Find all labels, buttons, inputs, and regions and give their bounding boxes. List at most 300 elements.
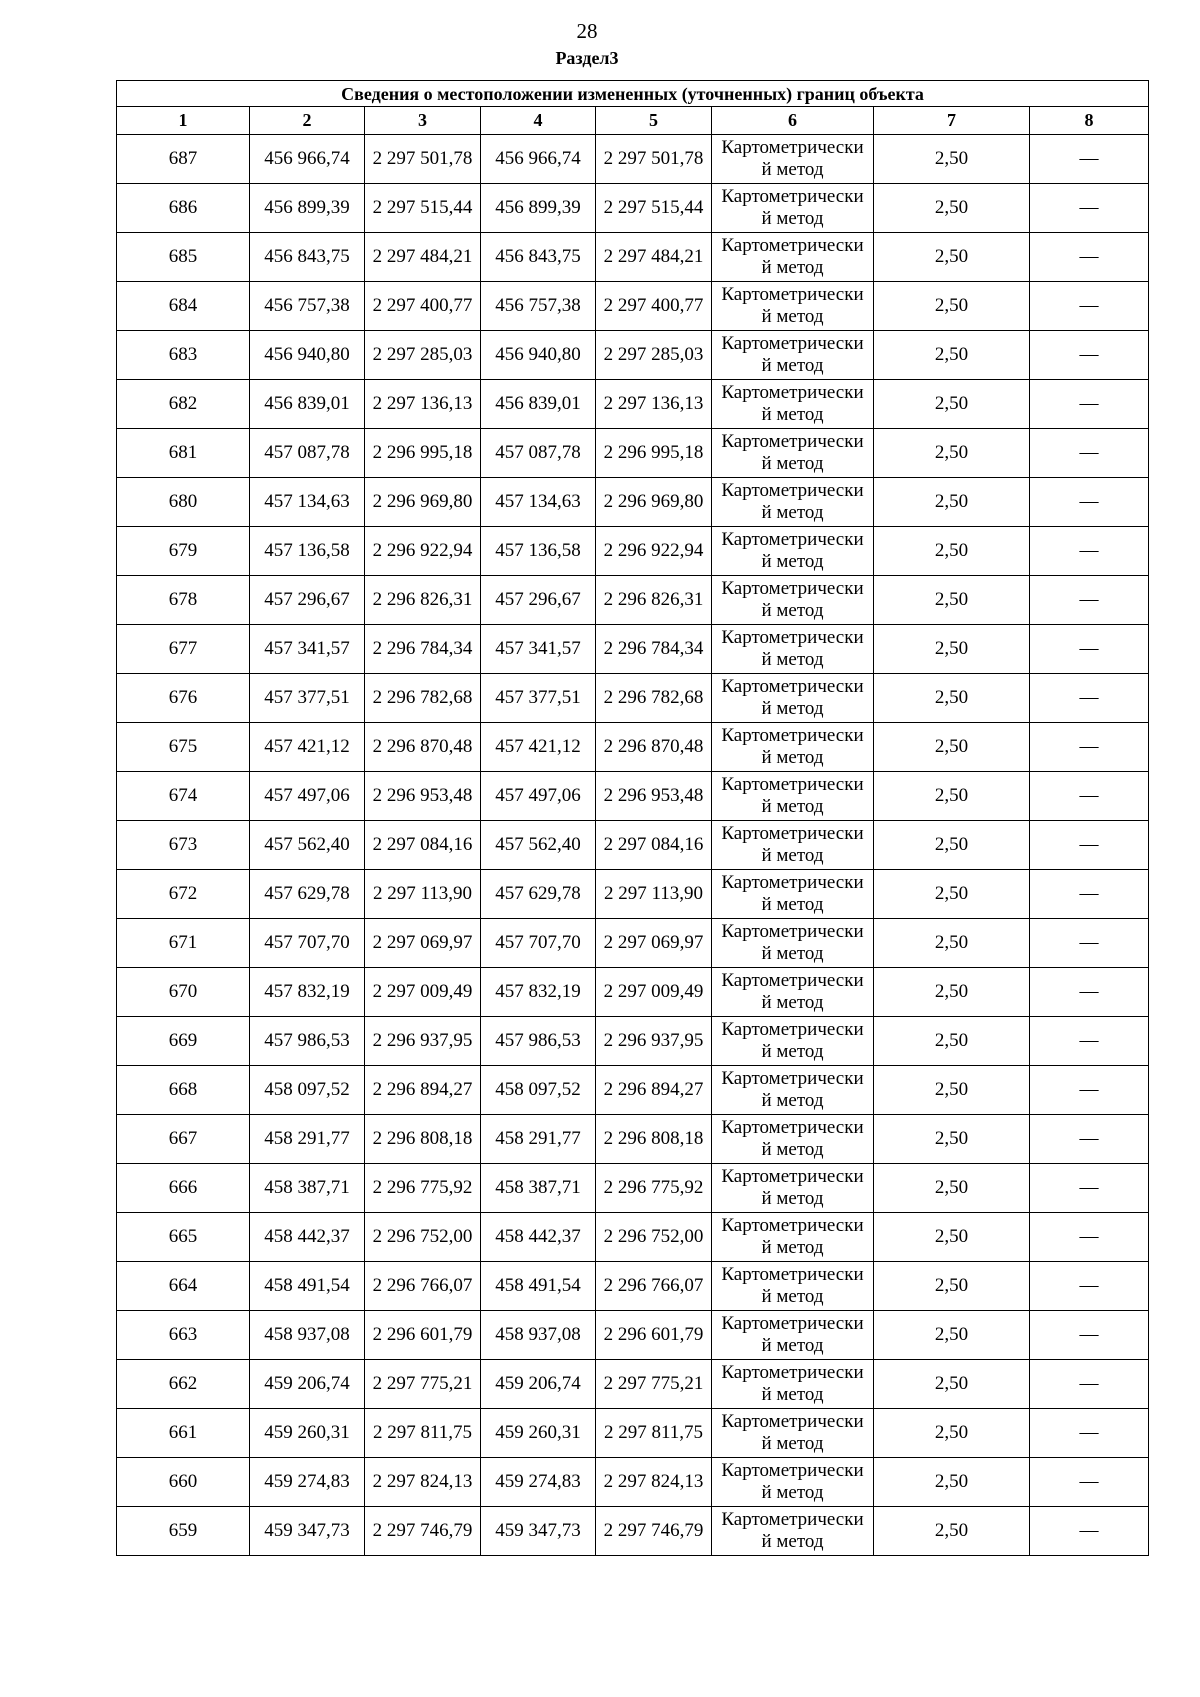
y-coordinate-cell: 2 297 501,78 <box>365 135 481 184</box>
y-coordinate-cell: 2 296 784,34 <box>596 625 712 674</box>
note-cell: — <box>1030 1115 1149 1164</box>
x-coordinate-cell: 457 341,57 <box>481 625 596 674</box>
method-cell <box>712 1115 874 1164</box>
method-cell <box>712 135 874 184</box>
point-number-cell: 660 <box>117 1458 250 1507</box>
method-cell <box>712 772 874 821</box>
accuracy-cell: 2,50 <box>874 429 1030 478</box>
point-number-cell: 671 <box>117 919 250 968</box>
table-row <box>117 135 1149 184</box>
table-row <box>117 1311 1149 1360</box>
x-coordinate-cell: 457 136,58 <box>481 527 596 576</box>
method-text: й метод <box>761 453 824 474</box>
coordinates-table <box>116 80 1149 1556</box>
note-cell: — <box>1030 429 1149 478</box>
table-row <box>117 723 1149 772</box>
accuracy-cell: 2,50 <box>874 1017 1030 1066</box>
y-coordinate-cell: 2 297 775,21 <box>596 1360 712 1409</box>
accuracy-cell: 2,50 <box>874 625 1030 674</box>
accuracy-cell: 2,50 <box>874 1164 1030 1213</box>
table-row <box>117 1066 1149 1115</box>
point-number-cell: 677 <box>117 625 250 674</box>
accuracy-cell: 2,50 <box>874 282 1030 331</box>
column-number: 2 <box>250 107 365 135</box>
x-coordinate-cell: 457 421,12 <box>481 723 596 772</box>
accuracy-cell: 2,50 <box>874 821 1030 870</box>
note-cell: — <box>1030 1213 1149 1262</box>
y-coordinate-cell: 2 297 811,75 <box>365 1409 481 1458</box>
method-text: й метод <box>761 1335 824 1356</box>
x-coordinate-cell: 458 097,52 <box>250 1066 365 1115</box>
point-number-cell: 673 <box>117 821 250 870</box>
accuracy-cell: 2,50 <box>874 135 1030 184</box>
x-coordinate-cell: 458 387,71 <box>481 1164 596 1213</box>
method-cell <box>712 184 874 233</box>
x-coordinate-cell: 457 421,12 <box>250 723 365 772</box>
method-cell <box>712 1066 874 1115</box>
y-coordinate-cell: 2 296 808,18 <box>365 1115 481 1164</box>
method-text: й метод <box>761 698 824 719</box>
y-coordinate-cell: 2 297 285,03 <box>596 331 712 380</box>
method-text: Картометрически <box>721 480 864 501</box>
y-coordinate-cell: 2 296 752,00 <box>365 1213 481 1262</box>
accuracy-cell: 2,50 <box>874 1115 1030 1164</box>
column-number: 7 <box>874 107 1030 135</box>
column-number: 4 <box>481 107 596 135</box>
note-cell: — <box>1030 1066 1149 1115</box>
x-coordinate-cell: 459 347,73 <box>250 1507 365 1556</box>
method-text: Картометрически <box>721 627 864 648</box>
method-text: й метод <box>761 747 824 768</box>
note-cell: — <box>1030 478 1149 527</box>
x-coordinate-cell: 456 940,80 <box>250 331 365 380</box>
accuracy-cell: 2,50 <box>874 576 1030 625</box>
y-coordinate-cell: 2 296 937,95 <box>596 1017 712 1066</box>
x-coordinate-cell: 457 497,06 <box>481 772 596 821</box>
x-coordinate-cell: 457 087,78 <box>481 429 596 478</box>
method-text: й метод <box>761 845 824 866</box>
method-cell <box>712 380 874 429</box>
method-text: Картометрически <box>721 235 864 256</box>
accuracy-cell: 2,50 <box>874 1360 1030 1409</box>
method-text: Картометрически <box>721 970 864 991</box>
table-row <box>117 968 1149 1017</box>
x-coordinate-cell: 457 707,70 <box>481 919 596 968</box>
page-number: 28 <box>576 19 598 43</box>
y-coordinate-cell: 2 296 953,48 <box>596 772 712 821</box>
table-row <box>117 331 1149 380</box>
method-text: Картометрически <box>721 1411 864 1432</box>
point-number-cell: 670 <box>117 968 250 1017</box>
x-coordinate-cell: 459 274,83 <box>250 1458 365 1507</box>
method-text: й метод <box>761 1090 824 1111</box>
point-number-cell: 684 <box>117 282 250 331</box>
y-coordinate-cell: 2 297 824,13 <box>365 1458 481 1507</box>
x-coordinate-cell: 459 347,73 <box>481 1507 596 1556</box>
point-number-cell: 667 <box>117 1115 250 1164</box>
column-number: 6 <box>712 107 874 135</box>
y-coordinate-cell: 2 297 136,13 <box>365 380 481 429</box>
method-text: Картометрически <box>721 872 864 893</box>
method-text: Картометрически <box>721 725 864 746</box>
method-text: Картометрически <box>721 1117 864 1138</box>
method-cell <box>712 1262 874 1311</box>
x-coordinate-cell: 459 274,83 <box>481 1458 596 1507</box>
accuracy-cell: 2,50 <box>874 1311 1030 1360</box>
y-coordinate-cell: 2 297 069,97 <box>365 919 481 968</box>
point-number-cell: 681 <box>117 429 250 478</box>
point-number-cell: 682 <box>117 380 250 429</box>
x-coordinate-cell: 457 377,51 <box>481 674 596 723</box>
y-coordinate-cell: 2 297 824,13 <box>596 1458 712 1507</box>
accuracy-cell: 2,50 <box>874 723 1030 772</box>
x-coordinate-cell: 459 206,74 <box>250 1360 365 1409</box>
y-coordinate-cell: 2 297 400,77 <box>365 282 481 331</box>
note-cell: — <box>1030 1017 1149 1066</box>
y-coordinate-cell: 2 297 811,75 <box>596 1409 712 1458</box>
note-cell: — <box>1030 1507 1149 1556</box>
x-coordinate-cell: 456 966,74 <box>481 135 596 184</box>
note-cell: — <box>1030 282 1149 331</box>
accuracy-cell: 2,50 <box>874 1262 1030 1311</box>
y-coordinate-cell: 2 297 009,49 <box>365 968 481 1017</box>
method-cell <box>712 233 874 282</box>
note-cell: — <box>1030 1262 1149 1311</box>
point-number-cell: 683 <box>117 331 250 380</box>
method-text: Картометрически <box>721 1166 864 1187</box>
x-coordinate-cell: 457 832,19 <box>481 968 596 1017</box>
table-row <box>117 870 1149 919</box>
y-coordinate-cell: 2 297 484,21 <box>596 233 712 282</box>
x-coordinate-cell: 457 296,67 <box>250 576 365 625</box>
method-text: й метод <box>761 1237 824 1258</box>
method-cell <box>712 674 874 723</box>
x-coordinate-cell: 458 442,37 <box>250 1213 365 1262</box>
y-coordinate-cell: 2 296 995,18 <box>596 429 712 478</box>
accuracy-cell: 2,50 <box>874 1213 1030 1262</box>
point-number-cell: 659 <box>117 1507 250 1556</box>
method-text: Картометрически <box>721 676 864 697</box>
point-number-cell: 664 <box>117 1262 250 1311</box>
method-cell <box>712 282 874 331</box>
y-coordinate-cell: 2 297 746,79 <box>596 1507 712 1556</box>
method-text: й метод <box>761 306 824 327</box>
y-coordinate-cell: 2 296 766,07 <box>365 1262 481 1311</box>
x-coordinate-cell: 457 136,58 <box>250 527 365 576</box>
y-coordinate-cell: 2 297 113,90 <box>365 870 481 919</box>
method-text: й метод <box>761 159 824 180</box>
note-cell: — <box>1030 870 1149 919</box>
method-text: й метод <box>761 551 824 572</box>
table-row <box>117 821 1149 870</box>
y-coordinate-cell: 2 296 969,80 <box>365 478 481 527</box>
y-coordinate-cell: 2 296 922,94 <box>365 527 481 576</box>
point-number-cell: 662 <box>117 1360 250 1409</box>
note-cell: — <box>1030 380 1149 429</box>
x-coordinate-cell: 457 629,78 <box>481 870 596 919</box>
method-text: й метод <box>761 600 824 621</box>
table-row <box>117 576 1149 625</box>
method-cell <box>712 1213 874 1262</box>
y-coordinate-cell: 2 296 953,48 <box>365 772 481 821</box>
method-cell <box>712 723 874 772</box>
method-cell <box>712 478 874 527</box>
note-cell: — <box>1030 1360 1149 1409</box>
x-coordinate-cell: 458 291,77 <box>250 1115 365 1164</box>
table-body <box>117 135 1149 1556</box>
x-coordinate-cell: 458 442,37 <box>481 1213 596 1262</box>
method-cell <box>712 1311 874 1360</box>
y-coordinate-cell: 2 296 782,68 <box>596 674 712 723</box>
y-coordinate-cell: 2 297 501,78 <box>596 135 712 184</box>
method-text: Картометрически <box>721 1313 864 1334</box>
x-coordinate-cell: 457 986,53 <box>481 1017 596 1066</box>
table-row <box>117 282 1149 331</box>
method-text: й метод <box>761 894 824 915</box>
y-coordinate-cell: 2 297 069,97 <box>596 919 712 968</box>
method-text: Картометрически <box>721 823 864 844</box>
y-coordinate-cell: 2 296 808,18 <box>596 1115 712 1164</box>
table-row <box>117 527 1149 576</box>
x-coordinate-cell: 457 832,19 <box>250 968 365 1017</box>
y-coordinate-cell: 2 296 870,48 <box>596 723 712 772</box>
method-text: Картометрически <box>721 774 864 795</box>
accuracy-cell: 2,50 <box>874 478 1030 527</box>
method-text: й метод <box>761 1139 824 1160</box>
section-title: Раздел3 <box>555 48 619 68</box>
method-text: й метод <box>761 1286 824 1307</box>
point-number-cell: 678 <box>117 576 250 625</box>
accuracy-cell: 2,50 <box>874 184 1030 233</box>
table-row <box>117 233 1149 282</box>
method-text: й метод <box>761 796 824 817</box>
x-coordinate-cell: 457 707,70 <box>250 919 365 968</box>
x-coordinate-cell: 457 134,63 <box>250 478 365 527</box>
method-cell <box>712 429 874 478</box>
point-number-cell: 668 <box>117 1066 250 1115</box>
y-coordinate-cell: 2 296 766,07 <box>596 1262 712 1311</box>
accuracy-cell: 2,50 <box>874 331 1030 380</box>
point-number-cell: 665 <box>117 1213 250 1262</box>
x-coordinate-cell: 456 899,39 <box>481 184 596 233</box>
x-coordinate-cell: 458 097,52 <box>481 1066 596 1115</box>
point-number-cell: 666 <box>117 1164 250 1213</box>
y-coordinate-cell: 2 296 826,31 <box>596 576 712 625</box>
accuracy-cell: 2,50 <box>874 968 1030 1017</box>
table-row <box>117 772 1149 821</box>
method-text: Картометрически <box>721 1019 864 1040</box>
point-number-cell: 661 <box>117 1409 250 1458</box>
accuracy-cell: 2,50 <box>874 772 1030 821</box>
accuracy-cell: 2,50 <box>874 919 1030 968</box>
x-coordinate-cell: 457 629,78 <box>250 870 365 919</box>
table-row <box>117 1507 1149 1556</box>
table-row <box>117 1017 1149 1066</box>
note-cell: — <box>1030 331 1149 380</box>
point-number-cell: 675 <box>117 723 250 772</box>
x-coordinate-cell: 457 562,40 <box>481 821 596 870</box>
x-coordinate-cell: 457 377,51 <box>250 674 365 723</box>
method-cell <box>712 1409 874 1458</box>
point-number-cell: 669 <box>117 1017 250 1066</box>
y-coordinate-cell: 2 297 084,16 <box>365 821 481 870</box>
x-coordinate-cell: 459 206,74 <box>481 1360 596 1409</box>
table-row <box>117 625 1149 674</box>
y-coordinate-cell: 2 296 870,48 <box>365 723 481 772</box>
note-cell: — <box>1030 1164 1149 1213</box>
method-cell <box>712 821 874 870</box>
y-coordinate-cell: 2 297 400,77 <box>596 282 712 331</box>
method-text: й метод <box>761 257 824 278</box>
table-row <box>117 1164 1149 1213</box>
y-coordinate-cell: 2 297 775,21 <box>365 1360 481 1409</box>
table-row <box>117 1115 1149 1164</box>
note-cell: — <box>1030 968 1149 1017</box>
note-cell: — <box>1030 772 1149 821</box>
y-coordinate-cell: 2 297 746,79 <box>365 1507 481 1556</box>
note-cell: — <box>1030 821 1149 870</box>
accuracy-cell: 2,50 <box>874 1066 1030 1115</box>
y-coordinate-cell: 2 296 922,94 <box>596 527 712 576</box>
method-cell <box>712 1360 874 1409</box>
method-text: Картометрически <box>721 137 864 158</box>
note-cell: — <box>1030 674 1149 723</box>
method-text: Картометрически <box>721 333 864 354</box>
y-coordinate-cell: 2 296 894,27 <box>365 1066 481 1115</box>
table-row <box>117 1213 1149 1262</box>
x-coordinate-cell: 456 966,74 <box>250 135 365 184</box>
method-cell <box>712 331 874 380</box>
y-coordinate-cell: 2 297 484,21 <box>365 233 481 282</box>
point-number-cell: 679 <box>117 527 250 576</box>
accuracy-cell: 2,50 <box>874 1458 1030 1507</box>
note-cell: — <box>1030 233 1149 282</box>
y-coordinate-cell: 2 296 995,18 <box>365 429 481 478</box>
method-text: Картометрически <box>721 1460 864 1481</box>
x-coordinate-cell: 458 937,08 <box>481 1311 596 1360</box>
table-row <box>117 184 1149 233</box>
method-cell <box>712 527 874 576</box>
method-cell <box>712 576 874 625</box>
column-number: 5 <box>596 107 712 135</box>
table-row <box>117 429 1149 478</box>
method-cell <box>712 1507 874 1556</box>
point-number-cell: 663 <box>117 1311 250 1360</box>
x-coordinate-cell: 456 839,01 <box>250 380 365 429</box>
method-text: Картометрически <box>721 382 864 403</box>
method-text: й метод <box>761 1188 824 1209</box>
method-cell <box>712 919 874 968</box>
point-number-cell: 676 <box>117 674 250 723</box>
accuracy-cell: 2,50 <box>874 380 1030 429</box>
method-text: Картометрически <box>721 1509 864 1530</box>
x-coordinate-cell: 457 562,40 <box>250 821 365 870</box>
y-coordinate-cell: 2 296 775,92 <box>596 1164 712 1213</box>
column-number-row <box>117 107 1149 135</box>
note-cell: — <box>1030 625 1149 674</box>
note-cell: — <box>1030 135 1149 184</box>
x-coordinate-cell: 458 291,77 <box>481 1115 596 1164</box>
table-row <box>117 1262 1149 1311</box>
method-cell <box>712 1017 874 1066</box>
method-text: Картометрически <box>721 1215 864 1236</box>
table-row <box>117 380 1149 429</box>
method-cell <box>712 625 874 674</box>
note-cell: — <box>1030 576 1149 625</box>
y-coordinate-cell: 2 296 601,79 <box>596 1311 712 1360</box>
y-coordinate-cell: 2 296 775,92 <box>365 1164 481 1213</box>
y-coordinate-cell: 2 297 515,44 <box>596 184 712 233</box>
x-coordinate-cell: 456 757,38 <box>250 282 365 331</box>
point-number-cell: 672 <box>117 870 250 919</box>
note-cell: — <box>1030 1409 1149 1458</box>
method-text: й метод <box>761 355 824 376</box>
point-number-cell: 686 <box>117 184 250 233</box>
x-coordinate-cell: 458 491,54 <box>250 1262 365 1311</box>
table-row <box>117 1360 1149 1409</box>
method-text: й метод <box>761 943 824 964</box>
y-coordinate-cell: 2 296 937,95 <box>365 1017 481 1066</box>
y-coordinate-cell: 2 297 113,90 <box>596 870 712 919</box>
method-cell <box>712 1164 874 1213</box>
point-number-cell: 674 <box>117 772 250 821</box>
x-coordinate-cell: 456 839,01 <box>481 380 596 429</box>
table-row <box>117 1409 1149 1458</box>
x-coordinate-cell: 457 986,53 <box>250 1017 365 1066</box>
x-coordinate-cell: 457 341,57 <box>250 625 365 674</box>
accuracy-cell: 2,50 <box>874 233 1030 282</box>
accuracy-cell: 2,50 <box>874 1507 1030 1556</box>
y-coordinate-cell: 2 296 969,80 <box>596 478 712 527</box>
table-row <box>117 674 1149 723</box>
x-coordinate-cell: 458 491,54 <box>481 1262 596 1311</box>
x-coordinate-cell: 456 843,75 <box>250 233 365 282</box>
method-text: Картометрически <box>721 529 864 550</box>
method-text: Картометрически <box>721 921 864 942</box>
accuracy-cell: 2,50 <box>874 527 1030 576</box>
y-coordinate-cell: 2 296 752,00 <box>596 1213 712 1262</box>
note-cell: — <box>1030 919 1149 968</box>
accuracy-cell: 2,50 <box>874 674 1030 723</box>
method-cell <box>712 1458 874 1507</box>
method-text: й метод <box>761 649 824 670</box>
method-text: Картометрически <box>721 1264 864 1285</box>
method-text: й метод <box>761 502 824 523</box>
accuracy-cell: 2,50 <box>874 870 1030 919</box>
y-coordinate-cell: 2 296 894,27 <box>596 1066 712 1115</box>
column-number: 1 <box>117 107 250 135</box>
note-cell: — <box>1030 1311 1149 1360</box>
method-text: Картометрически <box>721 284 864 305</box>
method-text: й метод <box>761 992 824 1013</box>
x-coordinate-cell: 457 296,67 <box>481 576 596 625</box>
note-cell: — <box>1030 184 1149 233</box>
point-number-cell: 685 <box>117 233 250 282</box>
point-number-cell: 687 <box>117 135 250 184</box>
y-coordinate-cell: 2 297 285,03 <box>365 331 481 380</box>
y-coordinate-cell: 2 297 136,13 <box>596 380 712 429</box>
x-coordinate-cell: 456 843,75 <box>481 233 596 282</box>
method-text: й метод <box>761 1384 824 1405</box>
x-coordinate-cell: 459 260,31 <box>481 1409 596 1458</box>
x-coordinate-cell: 459 260,31 <box>250 1409 365 1458</box>
x-coordinate-cell: 457 134,63 <box>481 478 596 527</box>
accuracy-cell: 2,50 <box>874 1409 1030 1458</box>
table-row <box>117 919 1149 968</box>
y-coordinate-cell: 2 296 784,34 <box>365 625 481 674</box>
x-coordinate-cell: 458 387,71 <box>250 1164 365 1213</box>
y-coordinate-cell: 2 296 782,68 <box>365 674 481 723</box>
